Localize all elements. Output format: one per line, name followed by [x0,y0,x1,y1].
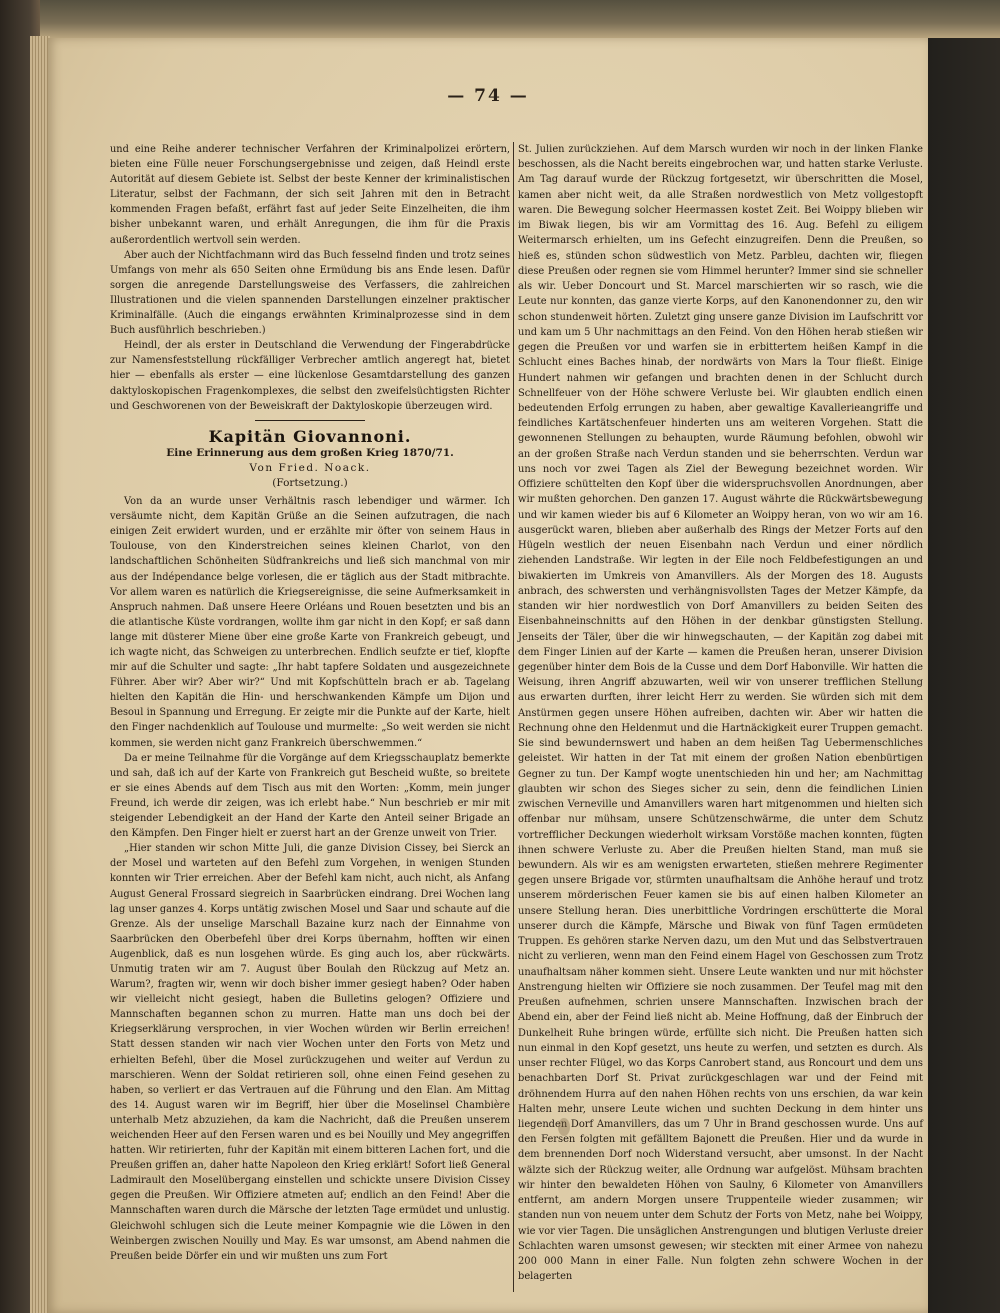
binding-right-border [928,38,1000,1313]
intro-paragraph: Aber auch der Nichtfachmann wird das Buch fesselnd finden und trotz seines Umfangs von mehr als 650 Seiten ohne Ermüdung bis ans Ende lesen. Dafür sorgen die anregende Darstellungsweise des Verfassers, die zahlreichen Illustrationen und die vielen spannenden Darstellungen einzelner praktischer Kriminalfälle. (Auch die eingangs erwähnten Kriminalprozesse sind in dem Buch ausführlich beschrieben.) [110,249,510,337]
intro-paragraph: Heindl, der als erster in Deutschland die Verwendung der Fingerabdrücke zur Namensfeststellung rückfälliger Verbrecher amtlich angeregt hat, bietet hier — ebenfalls als erster — eine lückenlose Gesamtdarstellung des ganzen daktyloskopischen Fragenkomplexes, die selbst den zweifelsüchtigsten Richter und Geschworenen von der Beweiskraft der Daktyloskopie überzeugen wird. [110,340,510,412]
story-paragraph: St. Julien zurückziehen. Auf dem Marsch wurden wir noch in der linken Flanke beschossen, als die Nacht bereits eingebrochen war, und hatten starke Verluste. Am Tag darauf wurde der Rückzug fortgesetzt, wir überschritten die Mosel, kamen aber nicht weit, da alle Straßen nordwestlich von Metz vollgestopft waren. Die Bewegung solcher Heermassen kostet Zeit. Bei Woippy blieben wir im Biwak liegen, bis wir am Vormittag des 16. Aug. Befehl zu eiligem Weitermarsch erhielten, um ins Gefecht einzugreifen. Denn die Preußen, so hieß es, stünden schon südwestlich von Metz. Parbleu, dachten wir, fliegen diese Preußen oder regnen sie vom Himmel herunter? Immer sind sie schneller als wir. Ueber Doncourt und St. Marcel marschierten wir so rasch, wie die Leute nur konnten, das ganze vierte Korps, auf den Kanonendonner zu, den wir schon stundenweit hörten. Zuletzt ging unsere ganze Division im Laufschritt vor und kam um 5 Uhr nachmittags an den Feind. Von den Höhen herab stießen wir gegen die Preußen vor und warfen sie in erbittertem heißen Kampf in die Schlucht eines Baches hinab, der nordwärts von Mars la Tour fließt. Einige Hundert nahmen wir gefangen und brachten denen in der Schlucht durch Schnellfeuer von der Höhe schwere Verluste bei. Wir glaubten endlich einen bedeutenden Erfolg errungen zu haben, aber gewaltige Kavallerieangriffe und feindliches Kartätschenfeuer hinderten uns am weiteren Vorgehen. Statt die gewonnenen Stellungen zu behaupten, wurde Räumung befohlen, obwohl wir an der großen Straße nach Verdun standen und sie beherrschten. Verdun war uns noch vor zwei Tagen als Ziel der Bewegung bezeichnet worden. Wir Offiziere schüttelten den Kopf über die widerspruchsvollen Anordnungen, aber wir mußten gehorchen. Den ganzen 17. August währte die Rückwärtsbewegung und wir kamen wieder bis auf 6 Kilometer an Woippy heran, von wo wir am 16. ausgerückt waren, blieben aber außerhalb des Rings der Metzer Forts auf den Hügeln westlich der neuen Eisenbahn nach Verdun und einer nördlich ziehenden Landstraße. Wir legten in der Eile noch Feldbefestigungen an und biwakierten im Umkreis von Amanvillers. Als der Morgen des 18. Augusts anbrach, des schwersten und verhängnisvollsten Tages der Metzer Kämpfe, da standen wir hier nordwestlich von Dorf Amanvillers zu beiden Seiten des Eisenbahneinschnitts auf den Höhen in der denkbar günstigsten Stellung. Jenseits der Täler, über die wir hinwegschauten, — der Kapitän zog dabei mit dem Finger Linien auf der Karte — kamen die Preußen heran, unserer Division gegenüber hinter dem Bois de la Cusse und dem Dorf Habonville. Wir hatten die Weisung, ihren Angriff abzuwarten, weil wir von unserer trefflichen Stellung aus erwarten durften, ihrer leicht Herr zu werden. Sie würden sich mit dem Anstürmen gegen unsere Höhen aufreiben, dachten wir. Aber wir hatten die Rechnung ohne den Heldenmut und die Hartnäckigkeit eurer Truppen gemacht. Sie sind bewundernswert und haben an dem heißen Tag Uebermenschliches geleistet. Wir hatten in der Tat mit einem der großen Nation ebenbürtigen Gegner zu tun. Der Kampf wogte unentschieden hin und her; am Nachmittag glaubten wir schon des Sieges sicher zu sein, denn die feindlichen Linien zwischen Verneville und Amanvillers waren hart mitgenommen und hielten sich offenbar nur mühsam, unsere Schützenschwärme, die unter dem Schutz vortrefflicher Deckungen wiederholt wirksam Vorstöße machen konnten, fügten ihnen schwere Verluste zu. Aber die Preußen hielten Stand, man muß sie bewundern. Als wir es am wenigsten erwarteten, stießen mehrere Regimenter gegen unsere Brigade vor, stürmten unaufhaltsam die Anhöhe herauf und trotz unserem mörderischen Feuer kamen sie bis auf einen halben Kilometer an unsere Stellung heran. Dies unerbittliche Vordringen erschütterte die Moral unserer durch die Kämpfe, Märsche und Biwak von fünf Tagen ermüdeten Truppen. Es gehören starke Nerven dazu, um den Mut und das Selbstvertrauen nicht zu verlieren, wenn man den Feind einem Hagel von Geschossen zum Trotz unaufhaltsam näher kommen sieht. Unsere Leute wankten und nur mit höchster Anstrengung hielten wir Offiziere sie noch zusammen. Der Teufel mag mit den Preußen aufnehmen, schrien unsere Mannschaften. Inzwischen brach der Abend ein, aber der Feind ließ nicht ab. Meine Hoffnung, daß der Einbruch der Dunkelheit Ruhe bringen würde, erfüllte sich nicht. Die Preußen hatten sich nun einmal in den Kopf gesetzt, uns heute zu werfen, und setzten es durch. Als unser rechter Flügel, wo das Korps Canrobert stand, aus Roncourt und dem uns benachbarten Dorf St. Privat zurückgeschlagen war und der Feind mit dröhnendem Hurra auf den nahen Höhen rechts von uns erschien, da war kein Halten mehr, unsere Leute wichen und suchten Deckung in dem hinter uns liegenden Dorf Amanvillers, das um 7 Uhr in Brand geschossen wurde. Uns auf den Fersen folgten mit gefälltem Bajonett die Preußen. Hier und da wurde in dem brennenden Dorf noch Widerstand versucht, aber umsonst. In der Nacht wälzte sich der Rückzug weiter, alle Ordnung war aufgelöst. Mühsam brachten wir hinter den bewaldeten Höhen von Saulny, 6 Kilometer von Amanvillers entfernt, am andern Morgen unsere Truppenteile wieder zusammen; wir standen nun von neuem unter dem Schutz der Forts von Metz, nahe bei Woippy, wie vor vier Tagen. Die unsäglichen Anstrengungen und blutigen Verluste dreier Schlachten waren umsonst gewesen; wir steckten mit einer Armee von nahezu 200 000 Mann in einer Falle. Nun folgten zehn schwere Wochen in der belagerten [518,144,923,1283]
left-column [110,142,510,1264]
section-divider-rule [255,420,365,421]
story-author: Von Fried. Noack. [249,461,371,474]
document-page [48,38,928,1313]
story-continuation-note: (Fortsetzung.) [272,476,348,489]
page-stack-edge [30,36,50,1313]
story-paragraph: Von da an wurde unser Verhältnis rasch lebendiger und wärmer. Ich versäumte nicht, dem Kapitän Grüße an die Seinen aufzutragen, die nach einigen Zeit erwidert wurden, und er erzählte mir öfter von seinem Haus in Toulouse, von den Kinderstreichen seines kleinen Charlot, von den landschaftlichen Schönheiten Südfrankreichs und ließ sich manchmal von mir aus der Indépendance belge vorlesen, die er täglich aus der Stadt mitbrachte. Vor allem waren es natürlich die Kriegsereignisse, die seine Aufmerksamkeit in Anspruch nahmen. Daß unsere Heere Orléans und Rouen besetzten und bis an die atlantische Küste vordrangen, wollte ihm gar nicht in den Kopf; er saß dann lange mit düsterer Miene über eine große Karte von Frankreich gebeugt, und ich wagte nicht, das Schweigen zu unterbrechen. Endlich seufzte er tief, klopfte mir auf die Schulter und sagte: „Ihr habt tapfere Soldaten und ausgezeichnete Führer. Aber wir? Aber wir?“ Und mit Kopfschütteln brach er ab. Tagelang hielten den Kapitän die Hin- und herschwankenden Kämpfe um Dijon und Besoul in Spannung und Erregung. Er zeigte mir die Punkte auf der Karte, hielt den Finger nachdenklich auf Toulouse und murmelte: „So weit werden sie nicht kommen, sie werden nicht ganz Frankreich überschwemmen.“ [110,496,510,749]
page-top-edge [40,0,1000,38]
story-paragraph: „Hier standen wir schon Mitte Juli, die ganze Division Cissey, bei Sierck an der Mosel und warteten auf den Befehl zum Vorgehen, in wenigen Stunden konnten wir Trier erreichen. Aber der Befehl kam nicht, auch nicht, als Anfang August General Frossard siegreich in Saarbrücken eindrang. Drei Wochen lang lag unser ganzes 4. Korps untätig zwischen Mosel und Saar und schaute auf die Grenze. Als der unselige Marschall Bazaine kurz nach der Einnahme von Saarbrücken den Oberbefehl über drei Korps übernahm, hofften wir einen Augenblick, daß es nun losgehen würde. Es ging auch los, aber rückwärts. Unmutig traten wir am 7. August über Boulah den Rückzug auf Metz an. Warum?, fragten wir, wenn wir doch bisher immer gesiegt haben? Oder haben wir vielleicht nicht gesiegt, haben die Bulletins gelogen? Offiziere und Mannschaften begannen schon zu murren. Hatte man uns doch bei der Kriegserklärung versprochen, in vier Wochen würden wir Berlin erreichen! Statt dessen standen wir nach vier Wochen unter den Forts von Metz und erhielten Befehl, über die Mosel zurückzugehen und weiter auf Verdun zu marschieren. Wenn der Soldat retirieren soll, ohne einen Feind gesehen zu haben, so verliert er das Vertrauen auf die Führung und den Elan. Am Mittag des 14. August waren wir im Begriff, hier über die Moselinsel Chambière unterhalb Metz abzuziehen, da kam die Nachricht, daß die Preußen unserem weichenden Heer auf den Fersen waren und es bei Nouilly und Mey angegriffen hatten. Wir retirierten, fuhr der Kapitän mit einem bitteren Lachen fort, und die Preußen griffen an, daher hatte Napoleon den Krieg erklärt! Sofort ließ General Ladmirault den Moselübergang einstellen und schickte unsere Division Cissey gegen die Preußen. Wir Offiziere atmeten auf; endlich an den Feind! Aber die Mannschaften waren durch die Märsche der letzten Tage ermüdet und unlustig. Gleichwohl schlugen sich die Leute meiner Kompagnie wie die Löwen in den Weinbergen zwischen Nouilly und May. Es war umsonst, am Abend nahmen die Preußen beide Dörfer ein und wir mußten uns zum Fort [110,843,510,1262]
story-paragraph: Da er meine Teilnahme für die Vorgänge auf dem Kriegsschauplatz bemerkte und sah, daß ich auf der Karte von Frankreich gut Bescheid wußte, so breitete er sie eines Abends auf dem Tisch aus mit den Worten: „Komm, mein junger Freund, ich werde dir zeigen, was ich erlebt habe.“ Nun beschrieb er mir mit steigender Lebendigkeit an der Hand der Karte den Anteil seiner Brigade an den Kämpfen. Den Finger hielt er zuerst hart an der Grenze unweit von Trier. [110,752,510,840]
column-divider [513,142,514,1292]
story-title: Kapitän Giovannoni. [208,426,412,446]
intro-paragraph: und eine Reihe anderer technischer Verfahren der Kriminalpolizei erörtern, bieten eine Fülle neuer Forschungsergebnisse und zeigen, daß Heindl erste Autorität auf diesem Gebiete ist. Selbst der beste Kenner der kriminalistischen Literatur, selbst der Fachmann, der sich seit Jahren mit den in Betracht kommenden Fragen befaßt, erfährt fast auf jeder Seite Einzelheiten, die ihm bisher unbekannt waren, und erhält Anregungen, die ihm für die Praxis außerordentlich wertvoll sein werden. [110,144,510,246]
story-subtitle: Eine Erinnerung aus dem großen Krieg 1870/71. [166,446,454,459]
page-number: — 74 — [447,86,529,106]
right-column [518,142,923,1285]
paper-blemish [558,1118,570,1136]
